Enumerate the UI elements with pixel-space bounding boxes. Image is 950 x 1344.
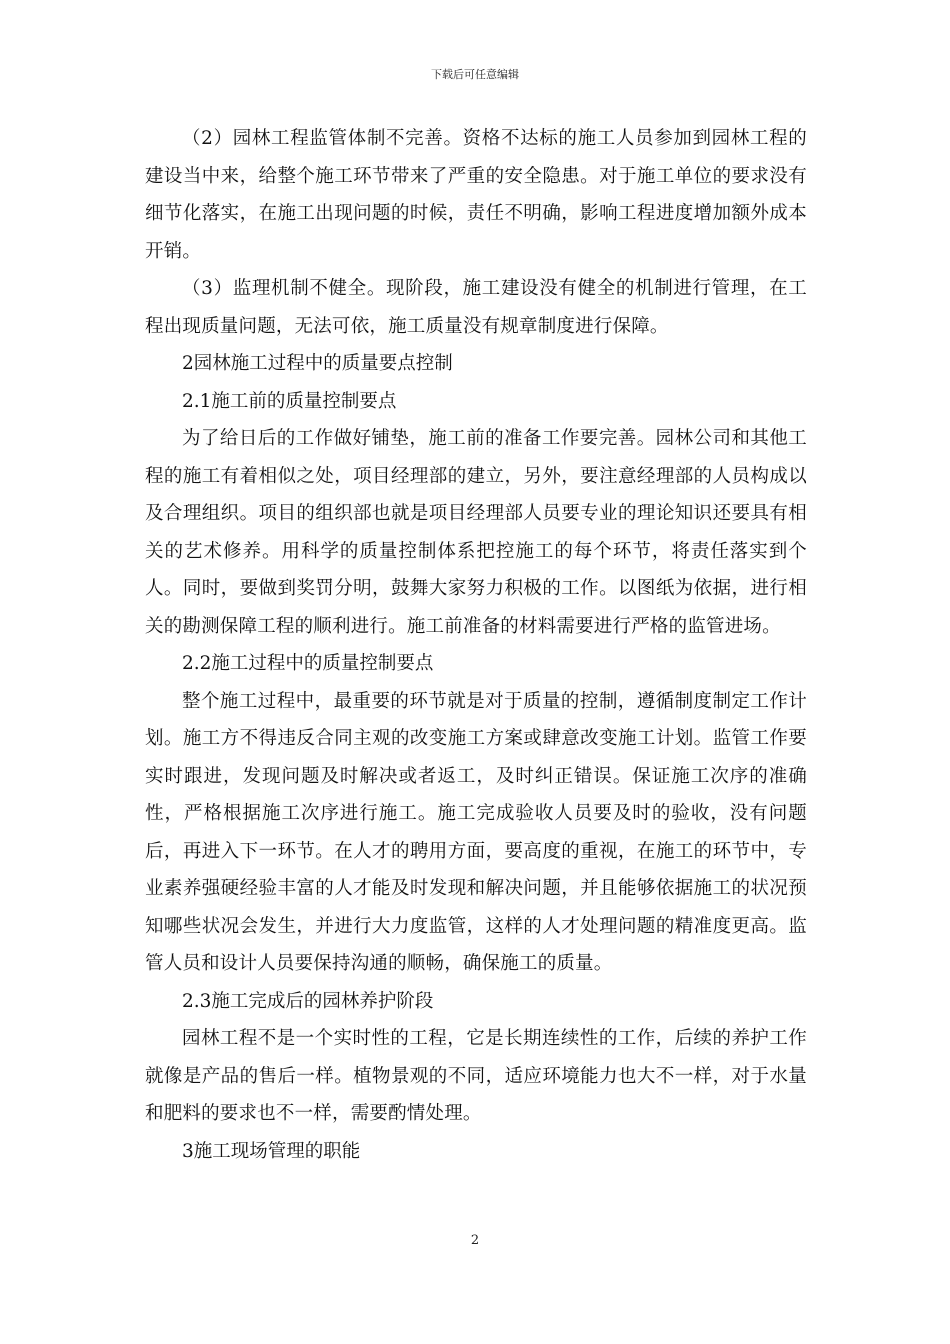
page-header-note: 下载后可任意编辑 bbox=[431, 68, 519, 81]
section-heading-2-1: 2.1施工前的质量控制要点 bbox=[182, 390, 397, 412]
page-number: 2 bbox=[470, 1233, 480, 1248]
section-heading-2: 2园林施工过程中的质量要点控制 bbox=[182, 353, 453, 374]
section-heading-3: 3施工现场管理的职能 bbox=[182, 1140, 361, 1162]
section-heading-2-2: 2.2施工过程中的质量控制要点 bbox=[182, 653, 434, 674]
section-heading-2-3: 2.3施工完成后的园林养护阶段 bbox=[182, 990, 434, 1012]
paragraph-supervision-system: （2）园林工程监管体制不完善。资格不达标的施工人员参加到园林工程的建设当中来，给整个施工环节带来了严重的安全隐患。对于施工单位的要求没有细节化落实，在施工出现问题的时候，责任不明确，影响工程进度增加额外成本开销。 bbox=[145, 128, 807, 262]
document-body bbox=[145, 120, 807, 1170]
paragraph-maintenance: 园林工程不是一个实时性的工程，它是长期连续性的工作，后续的养护工作就像是产品的售后一样。植物景观的不同，适应环境能力也大不一样，对于水量和肥料的要求也不一样，需要酌情处理。 bbox=[145, 1028, 807, 1124]
paragraph-supervision-mechanism: （3）监理机制不健全。现阶段，施工建设没有健全的机制进行管理，在工程出现质量问题，无法可依，施工质量没有规章制度进行保障。 bbox=[145, 278, 807, 337]
paragraph-pre-construction: 为了给日后的工作做好铺垫，施工前的准备工作要完善。园林公司和其他工程的施工有着相似之处，项目经理部的建立，另外，要注意经理部的人员构成以及合理组织。项目的组织部也就是项目经理部人员要专业的理论知识还要具有相关的艺术修养。用科学的质量控制体系把控施工的每个环节，将责任落实到个人。同时，要做到奖罚分明，鼓舞大家努力积极的工作。以图纸为依据，进行相关的勘测保障工程的顺利进行。施工前准备的材料需要进行严格的监管进场。 bbox=[145, 428, 807, 637]
paragraph-during-construction: 整个施工过程中，最重要的环节就是对于质量的控制，遵循制度制定工作计划。施工方不得违反合同主观的改变施工方案或肆意改变施工计划。监管工作要实时跟进，发现问题及时解决或者返工，及时纠正错误。保证施工次序的准确性，严格根据施工次序进行施工。施工完成验收人员要及时的验收，没有问题后，再进入下一环节。在人才的聘用方面，要高度的重视，在施工的环节中，专业素养强硬经验丰富的人才能及时发现和解决问题，并且能够依据施工的状况预知哪些状况会发生，并进行大力度监管，这样的人才处理问题的精准度更高。监管人员和设计人员要保持沟通的顺畅，确保施工的质量。 bbox=[145, 690, 807, 974]
